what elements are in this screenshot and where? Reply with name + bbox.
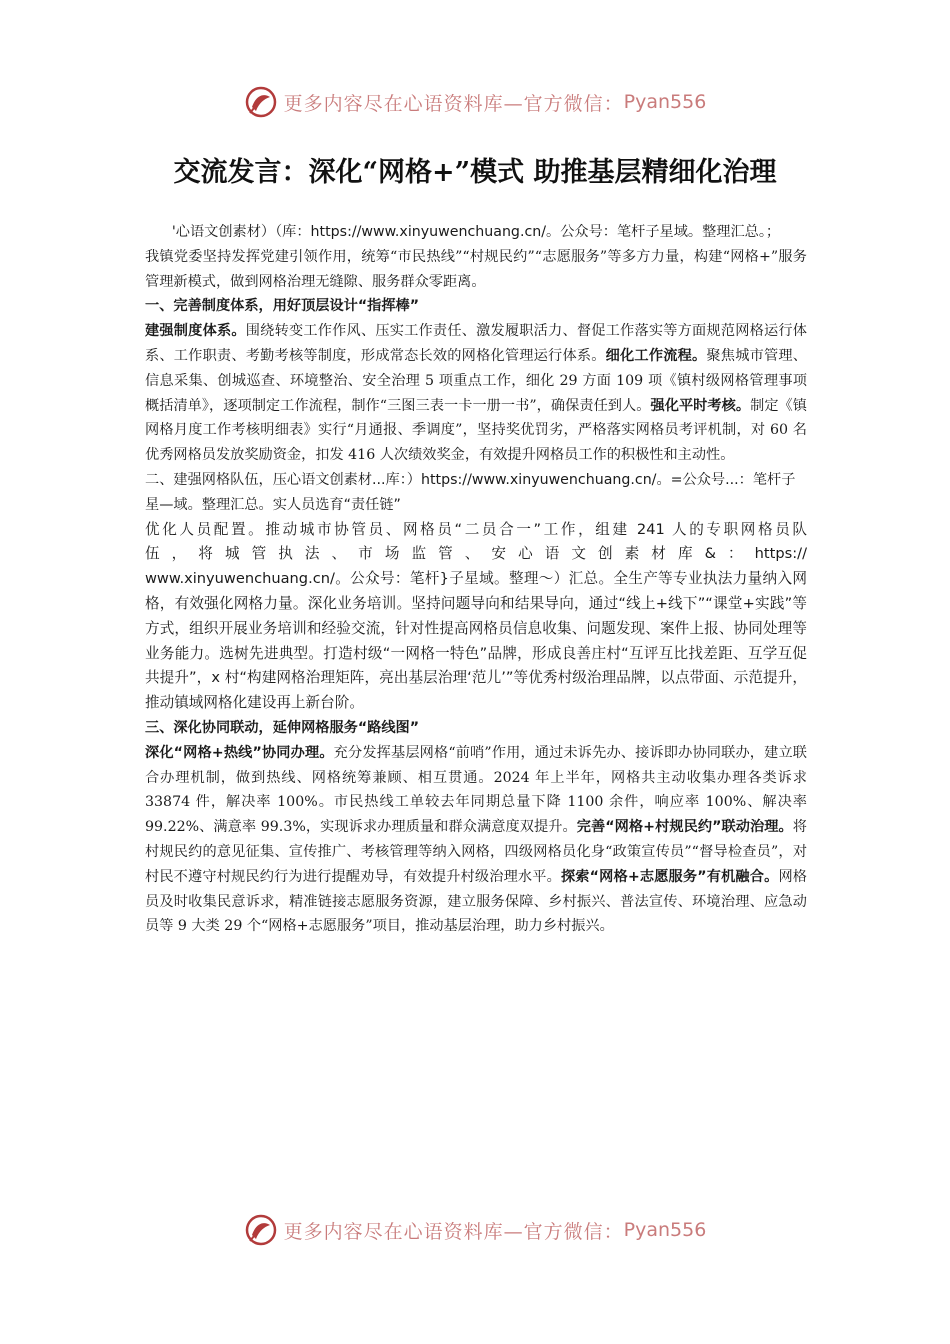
s2-line-2: 伍，将城管执法、市场监管、安心语文创素材库&：https:// (145, 545, 807, 563)
banner-text: 更多内容尽在心语资料库—官方微信： (283, 1220, 624, 1243)
s3-bold-3: 探索“网格+志愿服务”有机融合。 (560, 868, 779, 885)
s1-bold-3: 强化平时考核。 (650, 397, 751, 414)
s3-text-1: 充分发挥基层网格“前哨”作用，通过未诉先办、接诉即办协同联办，建立联合办理机制，做到热线、网格统筹兼顾、相互贯通。2024 年上半年，网格共主动收集办理各类诉求 33874 件，解决率 100%。市民热线工单较去年同期总量下降 1100 余件，响应率 100%、解决率 99.22%、满意率 99.3%，实现诉求办理质量和群众满意度双提升。 (145, 744, 807, 836)
s1-bold-1: 建强制度体系。 (145, 323, 246, 340)
s1-text-2: 聚焦城市管理、信息采集、创城巡查、环境整治、安全治理 5 项重点工作，细化 29 方面 109 项《镇村级网格管理事项概括清单》，逐项制定工作流程，制作“三图三表一卡一册一书”，确保责任到人。 (145, 347, 807, 414)
footer-banner (0, 1210, 950, 1250)
header-banner (0, 82, 950, 122)
section-3-paragraph (145, 741, 807, 939)
section-heading-2: 二、建强网格队伍，压心语文创素材...库：）https://www.xinyuwenchuang.cn/。=公众号...：笔杆子星—域。整理汇总。实人员选育“责任链” (145, 471, 796, 513)
logo-icon (244, 85, 278, 119)
section-2-paragraph (145, 518, 807, 716)
s3-bold-2: 完善“网格+村规民约”联动治理。 (576, 819, 793, 836)
s1-text-3: 制定《镇网格月度工作考核明细表》实行“月通报、季调度”，坚持奖优罚劣，严格落实网格员考评机制，对 60 名优秀网格员发放奖励资金，扣发 416 人次绩效奖金，有效提升网格员工作的积极性和主动性。 (145, 397, 807, 464)
banner-wechat-id: Pyan556 (623, 91, 707, 113)
s3-text-2: 将村规民约的意见征集、宣传推广、考核管理等纳入网格，四级网格员化身“政策宣传员”“督导检查员”，对村民不遵守村规民约行为进行提醒劝导，有效提升村级治理水平。 (145, 819, 808, 885)
s3-text-3: 网格员及时收集民意诉求，精准链接志愿服务资源，建立服务保障、乡村振兴、普法宣传、环境治理、应急动员等 9 大类 29 个“网格+志愿服务”项目，推动基层治理，助力乡村振兴。 (145, 868, 807, 935)
document-body (145, 220, 807, 939)
s1-text-1: 围绕转变工作作风、压实工作责任、激发履职活力、督促工作落实等方面规范网格运行体系、工作职责、考勤考核等制度，形成常态长效的网格化管理运行体系。 (145, 323, 807, 364)
s3-bold-1: 深化“网格+热线”协同办理。 (145, 744, 334, 761)
section-1-paragraph (145, 319, 807, 468)
document-title: 交流发言：深化“网格+”模式 助推基层精细化治理 (173, 157, 777, 188)
source-note: '心语文创素材）（库：https://www.xinyuwenchuang.cn/。公众号：笔杆子星域。整理汇总。； (171, 224, 781, 240)
logo-icon (244, 1213, 278, 1247)
section-heading-1: 一、完善制度体系，用好顶层设计“指挥棒” (145, 298, 420, 315)
section-heading-3: 三、深化协同联动，延伸网格服务“路线图” (145, 719, 420, 736)
banner-wechat-id: Pyan556 (623, 1219, 707, 1241)
intro-paragraph: 我镇党委坚持发挥党建引领作用，统筹“市民热线”“村规民约”“志愿服务”等多方力量，构建“网格+”服务管理新模式，做到网格治理无缝隙、服务群众零距离。 (145, 248, 807, 290)
banner-text: 更多内容尽在心语资料库—官方微信： (283, 92, 624, 115)
s2-line-1: 优化人员配置。推动城市协管员、网格员“二员合一”工作，组建 241 人的专职网格员队 (145, 520, 807, 538)
s2-rest: www.xinyuwenchuang.cn/。公众号：笔杆}子星域。整理～）汇总。全生产等专业执法力量纳入网格，有效强化网格力量。深化业务培训。坚持问题导向和结果导向，通过“线上+线下”“课堂+实践”等方式，组织开展业务培训和经验交流，针对性提高网格员信息收集、问题发现、案件上报、协同处理等业务能力。选树先进典型。打造村级“一网格一特色”品牌，形成良善庄村“互评互比找差距、互学互促共提升”，x 村“构建网格治理矩阵，亮出基层治理‘范儿’”等优秀村级治理品牌，以点带面、示范提升，推动镇域网格化建设再上新台阶。 (145, 570, 807, 712)
s1-bold-2: 细化工作流程。 (605, 347, 707, 364)
